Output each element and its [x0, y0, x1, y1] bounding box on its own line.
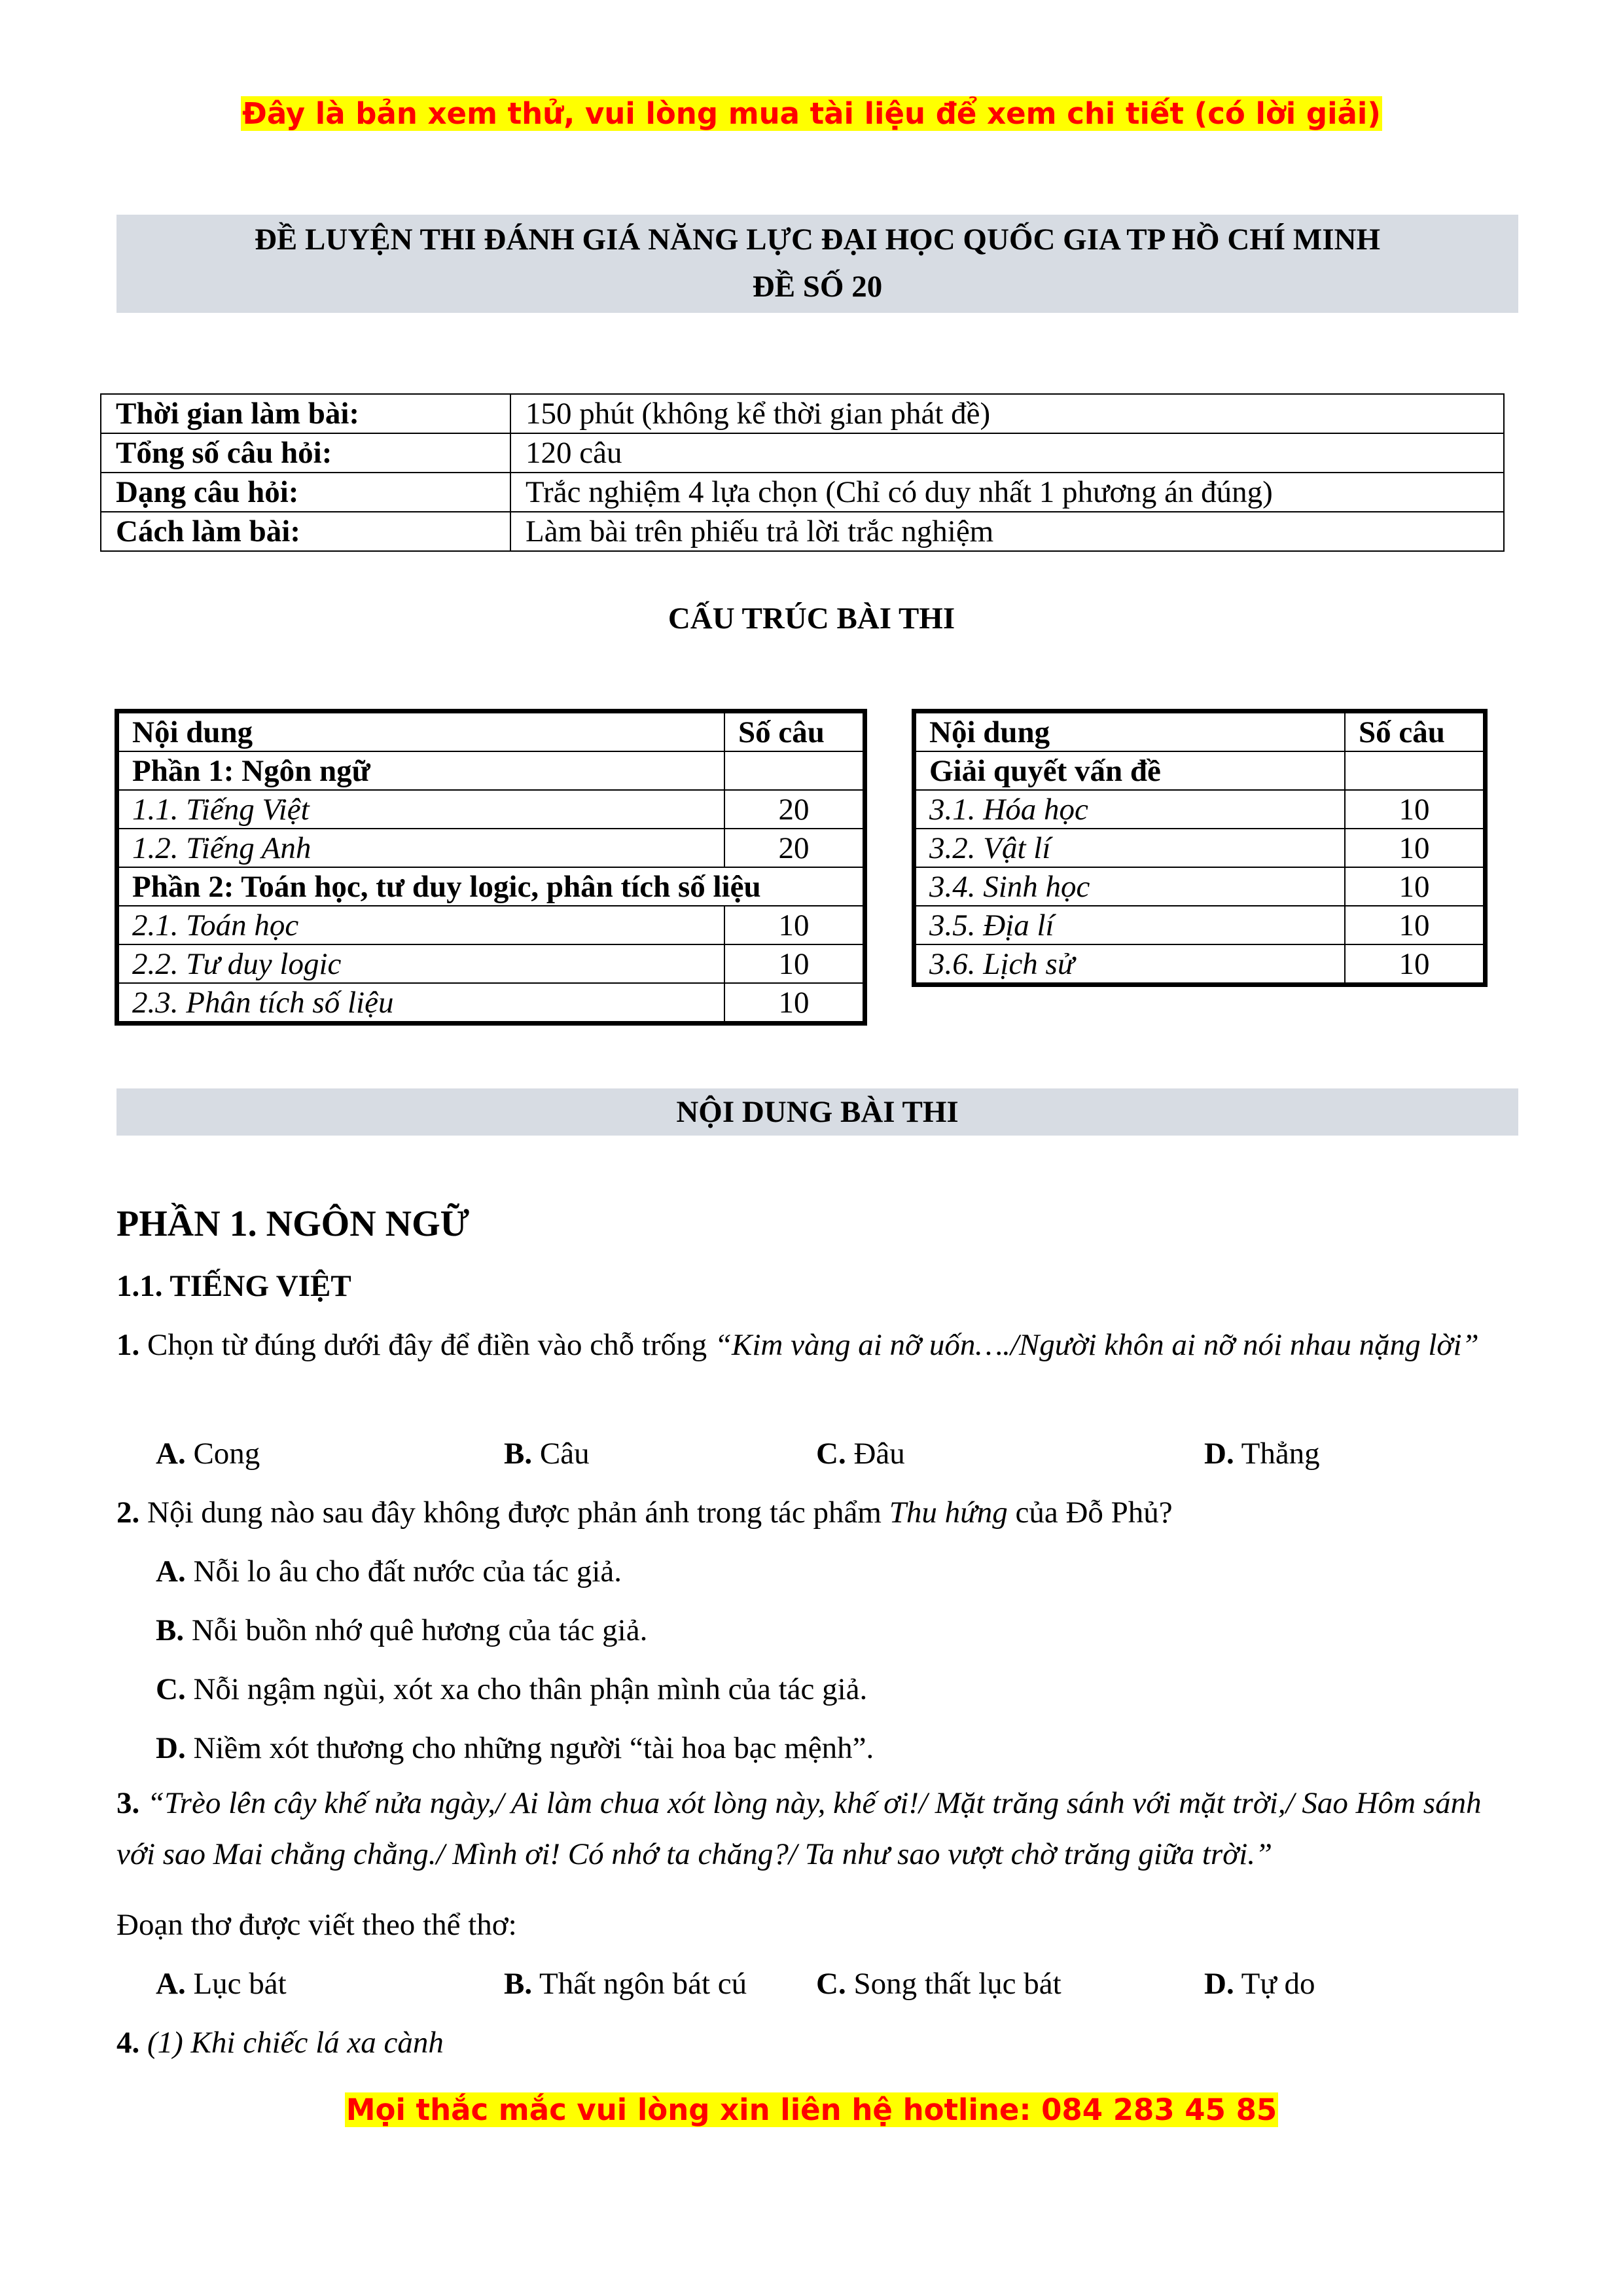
question-4	[116, 2024, 444, 2061]
row-label: 3.2. Vật lí	[914, 829, 1346, 867]
table-row	[117, 790, 865, 829]
option-label: C.	[156, 1672, 186, 1706]
row-label: 1.1. Tiếng Việt	[117, 790, 725, 829]
row-count: 10	[1345, 944, 1486, 985]
option-label: D.	[156, 1731, 186, 1765]
option-text: Thẳng	[1234, 1437, 1320, 1471]
table-row	[914, 906, 1486, 944]
info-key: Thời gian làm bài:	[101, 394, 510, 433]
row-label: Phần 2: Toán học, tư duy logic, phân tích số liệu	[117, 867, 865, 906]
question-number: 4.	[116, 2026, 140, 2060]
option-c[interactable]	[816, 1965, 1061, 2002]
option-text: Nỗi ngậm ngùi, xót xa cho thân phận mình của tác giả.	[185, 1672, 868, 1706]
row-count: 10	[1345, 790, 1486, 829]
table-row	[914, 790, 1486, 829]
question-number: 2.	[116, 1496, 140, 1530]
info-key: Tổng số câu hỏi:	[101, 433, 510, 473]
info-value: Trắc nghiệm 4 lựa chọn (Chỉ có duy nhất 1 phương án đúng)	[510, 473, 1504, 512]
exam-title: ĐỀ LUYỆN THI ĐÁNH GIÁ NĂNG LỰC ĐẠI HỌC QUỐC GIA TP HỒ CHÍ MINH	[254, 223, 1381, 257]
row-label: 3.1. Hóa học	[914, 790, 1346, 829]
table-row	[914, 944, 1486, 985]
question-number: 1.	[116, 1328, 140, 1362]
option-text: Song thất lục bát	[846, 1967, 1061, 2001]
info-row	[101, 473, 1504, 512]
option-label: D.	[1204, 1967, 1234, 2001]
question-text: của Đỗ Phủ?	[1007, 1496, 1173, 1530]
exam-number: ĐỀ SỐ 20	[752, 270, 883, 304]
work-title: Thu hứng	[889, 1496, 1008, 1530]
table-row	[117, 983, 865, 1024]
option-b[interactable]	[504, 1435, 590, 1472]
info-row	[101, 433, 1504, 473]
option-label: B.	[504, 1967, 533, 2001]
row-count: 20	[724, 790, 865, 829]
option-label: B.	[504, 1437, 533, 1471]
option-label: A.	[156, 1554, 186, 1588]
option-label: B.	[156, 1613, 185, 1647]
row-label: 3.5. Địa lí	[914, 906, 1346, 944]
option-a[interactable]	[156, 1553, 622, 1590]
option-a[interactable]	[156, 1435, 260, 1472]
table-row	[117, 867, 865, 906]
row-count	[724, 751, 865, 790]
table-header-row	[914, 711, 1486, 752]
structure-table-right	[912, 709, 1488, 987]
table-row	[117, 751, 865, 790]
row-count	[1345, 751, 1486, 790]
option-b[interactable]	[504, 1965, 747, 2002]
exam-info-table	[100, 393, 1505, 552]
table-row	[914, 751, 1486, 790]
question-text: Chọn từ đúng dưới đây để điền vào chỗ trống	[139, 1328, 715, 1362]
row-label: 2.3. Phân tích số liệu	[117, 983, 725, 1024]
content-title: NỘI DUNG BÀI THI	[676, 1095, 959, 1129]
row-count: 10	[724, 906, 865, 944]
option-label: A.	[156, 1967, 186, 2001]
question-quote: “Trèo lên cây khế nửa ngày,/ Ai làm chua xót lòng này, khế ơi!/ Mặt trăng sánh với mặt trời,/ Sao Hôm sánh với sao Mai chằng chằng./ Mình ơi! Có nhớ ta chăng?/ Ta như sao vượt chờ trăng giữa trời.”	[116, 1786, 1482, 1871]
option-label: C.	[816, 1437, 846, 1471]
info-key: Cách làm bài:	[101, 512, 510, 551]
row-label: 1.2. Tiếng Anh	[117, 829, 725, 867]
content-title-bar	[116, 1088, 1518, 1136]
option-d[interactable]	[156, 1730, 874, 1767]
option-text: Đâu	[846, 1437, 905, 1471]
option-label: A.	[156, 1437, 186, 1471]
option-text: Cong	[185, 1437, 260, 1471]
row-label: Giải quyết vấn đề	[914, 751, 1346, 790]
option-d[interactable]	[1204, 1965, 1315, 2002]
preview-banner	[0, 96, 1623, 132]
row-count: 10	[724, 944, 865, 983]
question-3-prompt: Đoạn thơ được viết theo thể thơ:	[116, 1908, 517, 1942]
row-count: 10	[1345, 867, 1486, 906]
question-quote: “Kim vàng ai nỡ uốn…./Người khôn ai nỡ nói nhau nặng lời”	[714, 1328, 1479, 1362]
row-label: 2.1. Toán học	[117, 906, 725, 944]
preview-banner-text: Đây là bản xem thử, vui lòng mua tài liệu để xem chi tiết (có lời giải)	[242, 96, 1381, 131]
info-value: 150 phút (không kể thời gian phát đề)	[510, 394, 1504, 433]
option-text: Nỗi lo âu cho đất nước của tác giả.	[185, 1554, 622, 1588]
info-value: Làm bài trên phiếu trả lời trắc nghiệm	[510, 512, 1504, 551]
option-b[interactable]	[156, 1612, 647, 1649]
option-a[interactable]	[156, 1965, 287, 2002]
row-count: 10	[724, 983, 865, 1024]
option-label: D.	[1204, 1437, 1234, 1471]
option-d[interactable]	[1204, 1435, 1320, 1472]
info-key: Dạng câu hỏi:	[101, 473, 510, 512]
info-row	[101, 512, 1504, 551]
info-row	[101, 394, 1504, 433]
option-c[interactable]	[816, 1435, 905, 1472]
table-row	[914, 867, 1486, 906]
hotline-banner-text: Mọi thắc mắc vui lòng xin liên hệ hotline: 084 283 45 85	[346, 2092, 1277, 2127]
table-header-row	[117, 711, 865, 752]
col-header-count: Số câu	[724, 711, 865, 752]
option-label: C.	[816, 1967, 846, 2001]
structure-table-left	[115, 709, 867, 1026]
question-3	[116, 1778, 1518, 1880]
table-row	[117, 944, 865, 983]
table-row	[914, 829, 1486, 867]
col-header-count: Số câu	[1345, 711, 1486, 752]
option-text: Niềm xót thương cho những người “tài hoa bạc mệnh”.	[185, 1731, 874, 1765]
part-title: PHẦN 1. NGÔN NGỮ	[116, 1204, 470, 1244]
question-1	[116, 1319, 1518, 1371]
section-title: 1.1. TIẾNG VIỆT	[116, 1269, 351, 1303]
col-header-content: Nội dung	[914, 711, 1346, 752]
row-label: 3.4. Sinh học	[914, 867, 1346, 906]
table-row	[117, 906, 865, 944]
structure-title: CẤU TRÚC BÀI THI	[668, 601, 955, 636]
question-text: (1) Khi chiếc lá xa cành	[139, 2026, 444, 2060]
row-count: 20	[724, 829, 865, 867]
row-count: 10	[1345, 829, 1486, 867]
row-label: 3.6. Lịch sử	[914, 944, 1346, 985]
question-number: 3.	[116, 1786, 140, 1820]
option-text: Thất ngôn bát cú	[532, 1967, 747, 2001]
hotline-banner	[0, 2092, 1623, 2128]
option-text: Tự do	[1234, 1967, 1315, 2001]
col-header-content: Nội dung	[117, 711, 725, 752]
option-c[interactable]	[156, 1671, 867, 1708]
question-text: Nội dung nào sau đây không được phản ánh trong tác phẩm	[139, 1496, 889, 1530]
question-2	[116, 1487, 1518, 1538]
table-row	[117, 829, 865, 867]
option-text: Lục bát	[185, 1967, 287, 2001]
row-label: Phần 1: Ngôn ngữ	[117, 751, 725, 790]
exam-header	[116, 215, 1518, 313]
row-count: 10	[1345, 906, 1486, 944]
info-value: 120 câu	[510, 433, 1504, 473]
option-text: Câu	[532, 1437, 590, 1471]
option-text: Nỗi buồn nhớ quê hương của tác giả.	[184, 1613, 648, 1647]
row-label: 2.2. Tư duy logic	[117, 944, 725, 983]
